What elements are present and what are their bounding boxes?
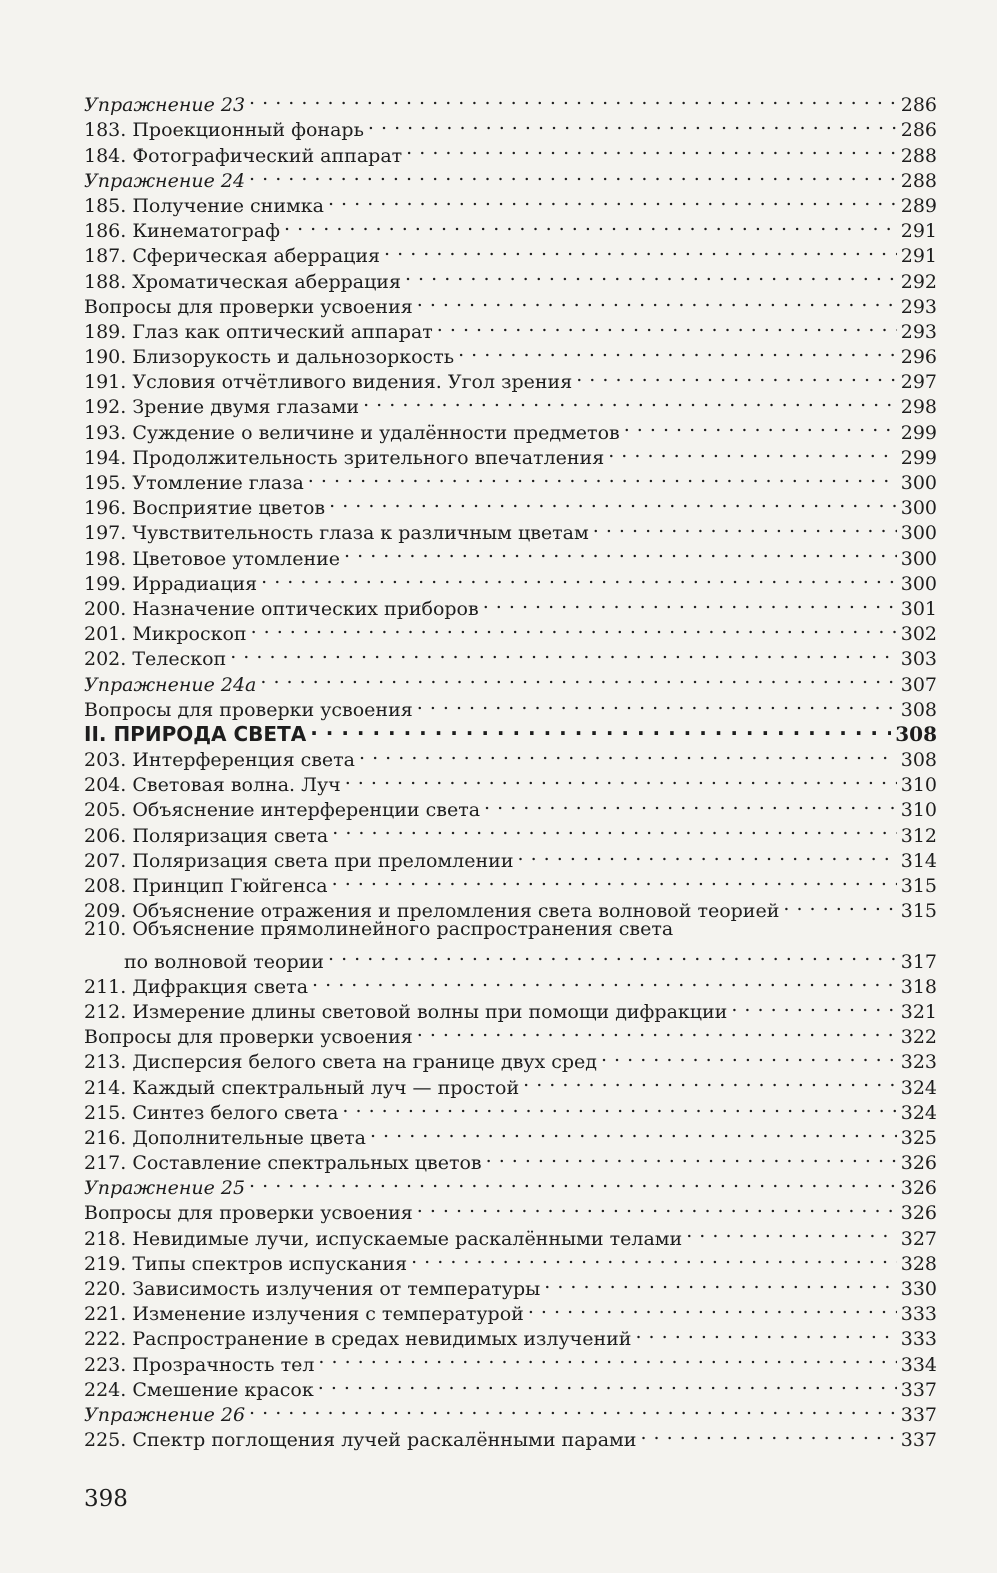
- toc-entry-page: 286: [900, 94, 937, 117]
- toc-entry-page: 286: [900, 119, 937, 142]
- toc-entry-page: 288: [900, 144, 937, 167]
- dot-leader: [686, 1219, 897, 1244]
- toc-entry-title: 183. Проекционный фонарь: [84, 119, 364, 142]
- toc-entry: [84, 86, 937, 117]
- toc-entry-page: 330: [900, 1278, 937, 1300]
- toc-entry-page: 302: [900, 623, 937, 646]
- dot-leader: [523, 1068, 897, 1093]
- toc-entry-page: 324: [900, 1076, 937, 1099]
- toc-entry-title: 192. Зрение двумя глазами: [84, 396, 360, 419]
- dot-leader: [261, 565, 897, 590]
- dot-leader: [417, 1018, 897, 1043]
- toc-entry-page: 326: [900, 1177, 937, 1200]
- toc-entry-title: 202. Телескоп: [84, 648, 227, 671]
- toc-entry-page: 291: [900, 245, 937, 268]
- toc-entry-title: 193. Суждение о величине и удалённости предметов: [84, 421, 620, 444]
- toc-entry-title: 221. Изменение излучения с температурой: [84, 1303, 524, 1326]
- dot-leader: [308, 464, 897, 489]
- dot-leader: [486, 1144, 897, 1169]
- dot-leader: [318, 1371, 897, 1396]
- toc-entry-page: 303: [900, 648, 937, 671]
- dot-leader: [384, 237, 897, 262]
- dot-leader: [328, 942, 897, 967]
- toc-entry-page: 300: [900, 472, 937, 494]
- dot-leader: [249, 162, 897, 187]
- toc-entry-title: 195. Утомление глаза: [84, 472, 304, 494]
- toc-entry-title: 198. Цветовое утомление: [84, 547, 341, 570]
- toc-entry-title: II. ПРИРОДА СВЕТА: [84, 721, 307, 746]
- toc-entry-title: Упражнение 24: [84, 169, 246, 192]
- toc-entry-title: 207. Поляризация света при преломлении: [84, 849, 514, 872]
- toc-entry-title: Вопросы для проверки усвоения: [84, 1202, 413, 1225]
- dot-leader: [601, 1043, 897, 1068]
- toc-entry-page: 296: [900, 346, 937, 369]
- toc-entry-page: 322: [900, 1026, 937, 1049]
- dot-leader: [249, 1396, 897, 1421]
- dot-leader: [544, 1270, 896, 1295]
- toc-entry-title: 211. Дифракция света: [84, 975, 309, 998]
- toc-entry-title: 203. Интерференция света: [84, 749, 356, 772]
- toc-entry-page: 308: [900, 749, 937, 772]
- toc-entry-page: 300: [900, 497, 937, 520]
- toc-entry-page: 299: [900, 446, 937, 469]
- toc-entry-title: Упражнение 26: [84, 1403, 246, 1426]
- dot-leader: [731, 993, 896, 1018]
- toc-entry-title: 220. Зависимость излучения от температуры: [84, 1278, 541, 1300]
- dot-leader: [437, 313, 897, 338]
- toc-entry-title: 200. Назначение оптических приборов: [84, 597, 479, 620]
- toc-entry-title: Вопросы для проверки усвоения: [84, 1026, 413, 1049]
- toc-entry-page: 315: [900, 900, 937, 923]
- toc-entry-page: 301: [900, 597, 937, 620]
- toc-entry-title: 201. Микроскоп: [84, 623, 247, 646]
- dot-leader: [310, 716, 891, 741]
- toc-entry-title: 196. Восприятие цветов: [84, 497, 326, 520]
- toc-entry-page: 317: [900, 950, 937, 973]
- dot-leader: [411, 1245, 897, 1270]
- toc-entry-title: 187. Сферическая аберрация: [84, 245, 381, 268]
- dot-leader: [640, 1421, 896, 1446]
- dot-leader: [576, 363, 897, 388]
- toc-entry-page: 312: [900, 824, 937, 847]
- toc-entry-title: 217. Составление спектральных цветов: [84, 1152, 482, 1175]
- toc-entry-title: 214. Каждый спектральный луч — простой: [84, 1076, 520, 1099]
- toc-entry-page: 326: [900, 1152, 937, 1175]
- toc-entry-title: Упражнение 24а: [84, 673, 257, 696]
- dot-leader: [332, 867, 897, 892]
- dot-leader: [368, 111, 897, 136]
- dot-leader: [593, 514, 897, 539]
- dot-leader: [344, 539, 897, 564]
- toc-entry-page: 333: [900, 1303, 937, 1326]
- toc-entry-page: 300: [900, 522, 937, 545]
- toc-entry-title: 185. Получение снимка: [84, 194, 324, 217]
- toc-entry-page: 324: [900, 1101, 937, 1124]
- toc-entry-title: 209. Объяснение отражения и преломления света волновой теорией: [84, 900, 780, 923]
- dot-leader: [251, 615, 897, 640]
- dot-leader: [363, 388, 897, 413]
- dot-leader: [484, 791, 897, 816]
- toc-entry-title: 184. Фотографический аппарат: [84, 144, 403, 167]
- dot-leader: [417, 1194, 897, 1219]
- toc-entry-page: 337: [900, 1429, 937, 1452]
- toc-entry-page: 298: [900, 396, 937, 419]
- dot-leader: [230, 640, 897, 665]
- toc-entry-title: 199. Иррадиация: [84, 572, 258, 595]
- dot-leader: [249, 1169, 897, 1194]
- toc-entry-page: 333: [900, 1328, 937, 1351]
- toc-entry-title: 218. Невидимые лучи, испускаемые раскалёнными телами: [84, 1227, 683, 1250]
- toc-entry-title: 216. Дополнительные цвета: [84, 1126, 366, 1149]
- dot-leader: [783, 892, 896, 917]
- toc-entry-page: 318: [900, 975, 937, 998]
- dot-leader: [405, 262, 897, 287]
- toc-entry-page: 300: [900, 572, 937, 595]
- toc-entry-page: 293: [900, 295, 937, 318]
- dot-leader: [608, 439, 897, 464]
- toc-entry-title: 225. Спектр поглощения лучей раскалёнными парами: [84, 1429, 637, 1452]
- dot-leader: [328, 187, 897, 212]
- toc-entry-page: 293: [900, 320, 937, 343]
- toc-entry-title: Вопросы для проверки усвоения: [84, 698, 413, 721]
- toc-entry-page: 321: [900, 1000, 937, 1023]
- toc-entry-title: 194. Продолжительность зрительного впечатления: [84, 446, 605, 469]
- page-number: 398: [84, 1486, 128, 1512]
- toc-entry-page: 299: [900, 421, 937, 444]
- toc-entry-title: 204. Световая волна. Луч: [84, 774, 341, 797]
- toc-entry-page: 310: [900, 774, 937, 797]
- toc-entry-title: 205. Объяснение интерференции света: [84, 799, 481, 822]
- toc-entry-title: 191. Условия отчётливого видения. Угол зрения: [84, 371, 573, 394]
- dot-leader: [483, 590, 897, 615]
- toc-entry-title: Упражнение 25: [84, 1177, 246, 1200]
- toc-entry-title: 212. Измерение длины световой волны при помощи дифракции: [84, 1000, 728, 1023]
- toc-entry-title: 210. Объяснение прямолинейного распространения света: [84, 918, 674, 941]
- dot-leader: [359, 741, 897, 766]
- toc-entry-title: Вопросы для проверки усвоения: [84, 295, 413, 318]
- toc-entry-page: 323: [900, 1051, 937, 1074]
- toc-entry-page: 310: [900, 799, 937, 822]
- toc-entry-page: 325: [900, 1126, 937, 1149]
- dot-leader: [332, 816, 896, 841]
- dot-leader: [624, 413, 897, 438]
- toc-entry-page: 337: [900, 1378, 937, 1401]
- toc-entry-page: 300: [900, 547, 937, 570]
- toc-entry-title: 190. Близорукость и дальнозоркость: [84, 346, 455, 369]
- dot-leader: [249, 86, 897, 111]
- toc-entry-page: 288: [900, 169, 937, 192]
- toc-entry-page: 308: [895, 721, 937, 746]
- toc-entry-page: 314: [900, 849, 937, 872]
- toc-entry-page: 327: [900, 1227, 937, 1250]
- toc-entry-title: 206. Поляризация света: [84, 824, 329, 847]
- dot-leader: [284, 212, 897, 237]
- dot-leader: [406, 136, 897, 161]
- dot-leader: [342, 1094, 896, 1119]
- toc-entry-title: 215. Синтез белого света: [84, 1101, 339, 1124]
- dot-leader: [417, 288, 897, 313]
- toc-entry-title: 197. Чувствительность глаза к различным цветам: [84, 522, 589, 545]
- toc-entry-title: 189. Глаз как оптический аппарат: [84, 320, 433, 343]
- toc-entry: [84, 917, 937, 942]
- toc-entry-title: 213. Дисперсия белого света на границе двух сред: [84, 1051, 597, 1074]
- toc-entry-page: 328: [900, 1252, 937, 1275]
- dot-leader: [329, 489, 897, 514]
- toc-entry-page: 291: [900, 220, 937, 243]
- toc-entry-title: 208. Принцип Гюйгенса: [84, 875, 328, 897]
- dot-leader: [345, 766, 897, 791]
- dot-leader: [635, 1320, 896, 1345]
- dot-leader: [518, 842, 897, 867]
- toc-entry-title: Упражнение 23: [84, 94, 246, 117]
- table-of-contents: [84, 86, 937, 1452]
- toc-entry-title: 186. Кинематограф: [84, 220, 280, 243]
- toc-entry-title: 222. Распространение в средах невидимых излучений: [84, 1328, 632, 1351]
- toc-entry-page: 326: [900, 1202, 937, 1225]
- toc-entry-title: по волновой теории: [124, 950, 324, 973]
- toc-entry-page: 334: [900, 1353, 937, 1376]
- toc-entry-page: 308: [900, 698, 937, 721]
- dot-leader: [528, 1295, 897, 1320]
- toc-entry-page: 289: [900, 194, 937, 217]
- toc-entry: [84, 942, 937, 973]
- dot-leader: [312, 968, 897, 993]
- toc-entry-title: 223. Прозрачность тел: [84, 1353, 315, 1376]
- dot-leader: [318, 1345, 896, 1370]
- toc-entry-title: 219. Типы спектров испускания: [84, 1252, 408, 1275]
- dot-leader: [458, 338, 897, 363]
- toc-entry-page: 292: [900, 270, 937, 293]
- toc-entry-page: 307: [900, 673, 937, 696]
- toc-entry-page: 297: [900, 371, 937, 394]
- toc-entry-title: 224. Смешение красок: [84, 1378, 314, 1401]
- dot-leader: [370, 1119, 897, 1144]
- toc-entry-page: 315: [900, 875, 937, 897]
- toc-entry-page: 337: [900, 1403, 937, 1426]
- toc-entry-title: 188. Хроматическая аберрация: [84, 270, 401, 293]
- dot-leader: [417, 691, 897, 716]
- dot-leader: [260, 665, 896, 690]
